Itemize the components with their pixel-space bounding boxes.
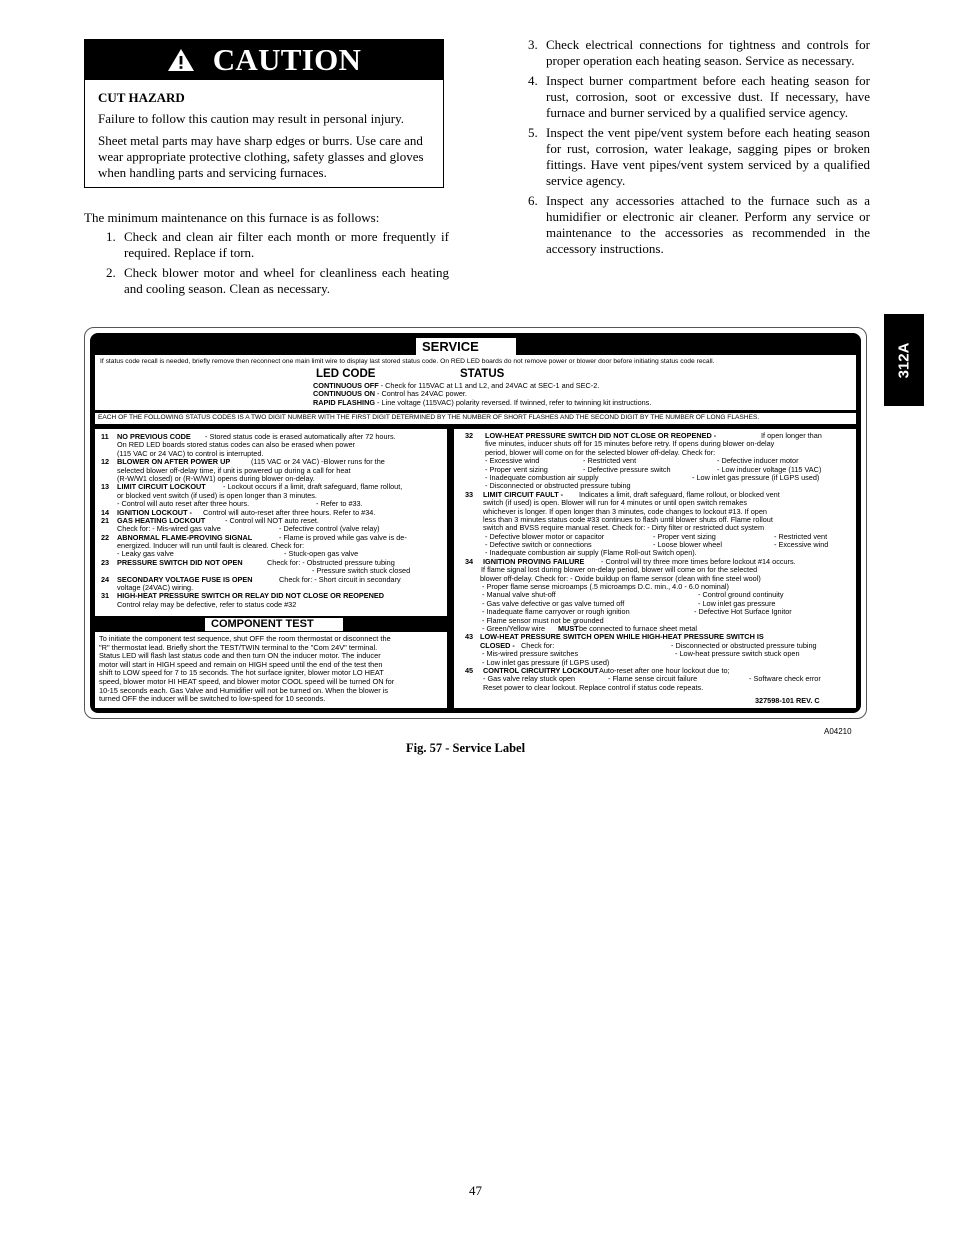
code-text: 33 <box>465 489 474 499</box>
list-number: 3. <box>528 37 538 52</box>
code-text: 45 <box>465 665 474 675</box>
label-part-number: 327598-101 REV. C <box>755 696 820 705</box>
code-text: 12 <box>101 457 110 467</box>
code-text: - Control will NOT auto reset. <box>225 515 319 525</box>
code-text: On RED LED boards stored status codes can also be erased when power <box>117 440 356 450</box>
component-test-line: "R" thermostat lead. Briefly short the TEST/TWIN terminal to the "Com 24V" terminal. <box>99 642 378 652</box>
caution-body <box>85 80 443 181</box>
code-text: Indicates a limit, draft safeguard, flame rollout, or blocked vent <box>579 489 780 499</box>
component-test-line: 10-15 seconds each. Gas Valve and Humidifier will not be turned on. When the blower is <box>99 685 389 695</box>
code-text: - Flame sense circuit failure <box>608 674 698 684</box>
code-text: NO PREVIOUS CODE <box>117 432 191 441</box>
code-text: - Leaky gas valve <box>117 549 174 559</box>
code-text: (115 VAC or 24 VAC) to control is interrupted. <box>117 448 264 458</box>
maintenance-intro: The minimum maintenance on this furnace is as follows: <box>84 210 380 225</box>
code-text: Auto-reset after one hour lockout due to; <box>599 665 730 675</box>
code-text: SECONDARY VOLTAGE FUSE IS OPEN <box>117 574 253 584</box>
code-text: switch (if used) is open. Blower will run for 4 minutes or until open switch remakes <box>483 498 748 508</box>
component-test-line: shift to LOW speed for 7 to 15 seconds. The hot surface igniter, blower motor LO HEAT <box>99 668 384 678</box>
list-item <box>528 193 870 257</box>
caution-title: CAUTION <box>212 42 362 77</box>
code-text: energized. Inducer will run until fault is cleared. Check for: <box>117 541 304 551</box>
code-text: IGNITION PROVING FAILURE <box>483 556 585 566</box>
code-text: - Low inlet gas pressure (if LGPS used) <box>692 472 820 482</box>
code-text: If flame signal lost during blower on-delay period, blower will come on for the selected <box>481 565 758 575</box>
code-text: - Defective inducer motor <box>717 456 799 466</box>
code-text: 43 <box>465 632 474 642</box>
code-text: 23 <box>101 557 110 567</box>
code-text: - Proper vent sizing <box>653 531 716 541</box>
code-text: - Gas valve relay stuck open <box>483 674 576 684</box>
code-text: HIGH-HEAT PRESSURE SWITCH OR RELAY DID NOT CLOSE OR REOPENED <box>117 591 385 601</box>
component-test-line: To initiate the component test sequence, shut OFF the room thermostat or disconnect the <box>99 634 391 643</box>
code-text: LOW-HEAT PRESSURE SWITCH OPEN WHILE HIGH-HEAT PRESSURE SWITCH IS <box>480 632 764 642</box>
code-text: Check for: - Short circuit in secondary <box>279 574 401 584</box>
code-text: period, blower will come on for the selected blower off-delay. Check for: <box>485 447 716 457</box>
code-text: - Excessive wind <box>485 456 540 466</box>
code-text: - Flame sensor must not be grounded <box>482 615 604 625</box>
maintenance-list-left <box>106 229 449 301</box>
code-text: - Low inlet gas pressure <box>698 598 776 608</box>
code-text: 31 <box>101 591 110 601</box>
code-text: - Mis-wired pressure switches <box>482 649 579 659</box>
code-text: whichever is longer. If open longer than 3 minutes, code changes to lockout #13. If open <box>483 506 767 516</box>
code-text: - Manual valve shut-off <box>482 590 556 600</box>
side-tab-label: 312A <box>895 342 913 378</box>
code-text: IGNITION LOCKOUT - <box>117 507 192 517</box>
code-format-note: EACH OF THE FOLLOWING STATUS CODES IS A TWO DIGIT NUMBER WITH THE FIRST DIGIT DETERMINED BY THE NUMBER OF SHORT FLASHES AND THE SECOND DIGIT BY THE NUMBER OF LONG FLASHES. <box>98 414 760 421</box>
code-text: 22 <box>101 532 110 542</box>
section-side-tab <box>884 314 924 406</box>
code-text: less than 3 minutes status code #33 continues to flash until blower shuts off. Flame rollout <box>483 514 773 524</box>
list-text: Inspect any accessories attached to the furnace such as a humidifier or electronic air cleaner. Perform any service or maintenance to the accessories as recommended in the accessory instructions. <box>546 193 870 256</box>
caution-paragraph-2: Sheet metal parts may have sharp edges or burrs. Use care and wear appropriate protective clothing, safety glasses and gloves when handling parts and servicing furnaces. <box>98 133 424 180</box>
warning-triangle-icon <box>167 48 195 72</box>
list-text: Inspect burner compartment before each heating season for rust, corrosion, soot or excessive dust. If necessary, have furnace and burner serviced by a qualified service agency. <box>546 73 870 120</box>
code-text: - Refer to #33. <box>316 499 363 509</box>
code-text: - Pressure switch stuck closed <box>312 566 411 576</box>
code-text: - Restricted vent <box>583 456 637 466</box>
code-text: - Proper flame sense microamps (.5 microamps D.C. min., 4.0 - 6.0 nominal) <box>482 582 729 592</box>
code-text: Control will auto-reset after three hours. Refer to #34. <box>203 507 376 517</box>
code-text: GAS HEATING LOCKOUT <box>117 515 206 525</box>
component-test-line: motor will start in HIGH speed and remain on HIGH speed until the end of the test then <box>99 659 383 669</box>
code-text: - Disconnected or obstructed pressure tubing <box>671 640 817 650</box>
code-text: BLOWER ON AFTER POWER UP <box>117 457 231 467</box>
code-text: - Gas valve defective or gas valve turned off <box>482 598 625 608</box>
list-text: Inspect the vent pipe/vent system before each heating season for rust, corrosion, water leakage, sagging pipes or broken fittings. Have vent pipes/vent system serviced by a qualified service agency. <box>546 125 870 188</box>
list-text: Check blower motor and wheel for cleanliness each heating and cooling season. Clean as necessary. <box>124 265 449 296</box>
component-test-text <box>99 635 394 704</box>
code-text: - Inadequate combustion air supply (Flame Roll-out Switch open). <box>485 548 697 558</box>
code-text: LOW-HEAT PRESSURE SWITCH DID NOT CLOSE OR REOPENED - <box>485 431 717 440</box>
code-text: (115 VAC or 24 VAC) -Blower runs for the <box>251 457 385 467</box>
recall-note: If status code recall is needed, briefly remove then reconnect one main limit wire to display last stored status code. On RED LED boards do not remove power or blower door before initiating status code recall. <box>100 358 715 365</box>
code-text: blower off-delay. Check for: - Oxide buildup on flame sensor (clean with fine steel wool) <box>480 573 761 583</box>
list-text: Check and clean air filter each month or more frequently if required. Replace if torn. <box>124 229 449 260</box>
status-lines <box>313 382 651 407</box>
code-text: Check for: - Obstructed pressure tubing <box>267 557 395 567</box>
code-text: CONTROL CIRCUITRY LOCKOUT <box>483 665 599 675</box>
code-text: Check for: <box>521 640 555 650</box>
list-item <box>528 37 870 69</box>
code-text: - Defective pressure switch <box>583 464 671 474</box>
code-text: - Defective control (valve relay) <box>279 524 380 534</box>
code-text: - Loose blower wheel <box>653 540 722 550</box>
list-item <box>528 125 870 189</box>
code-text: Reset power to clear lockout. Replace control if status code repeats. <box>483 682 704 692</box>
hazard-heading: CUT HAZARD <box>98 90 185 105</box>
list-number: 4. <box>528 73 538 88</box>
code-text: - Stuck-open gas valve <box>284 549 359 559</box>
list-text: Check electrical connections for tightness and controls for proper operation each heating season. Service as necessary. <box>546 37 870 68</box>
code-text: - Control will auto reset after three hours. <box>117 499 250 509</box>
code-text: Control relay may be defective, refer to status code #32 <box>117 599 297 609</box>
list-item <box>528 73 870 121</box>
code-text: 13 <box>101 482 110 492</box>
code-text: 34 <box>465 556 474 566</box>
code-text: switch and BVSS require manual reset. Check for: - Dirty filter or restricted duct system <box>483 523 765 533</box>
code-text: - Low inducer voltage (115 VAC) <box>717 464 822 474</box>
code-text: LIMIT CIRCUIT FAULT - <box>483 489 564 499</box>
code-text: - Excessive wind <box>774 540 829 550</box>
code-text: ABNORMAL FLAME-PROVING SIGNAL <box>117 532 253 542</box>
code-text: - Lockout occurs if a limit, draft safeguard, flame rollout, <box>223 482 403 492</box>
code-text: - Low inlet gas pressure (if LGPS used) <box>482 657 610 667</box>
code-text: - Defective Hot Surface Ignitor <box>694 607 792 617</box>
code-text: 14 <box>101 507 110 517</box>
component-test-line: Status LED will flash last status code and then turn ON the inducer motor. The inducer <box>99 651 381 661</box>
status-line: CONTINUOUS ON - Control has 24VAC power. <box>313 389 467 399</box>
caution-header <box>85 40 443 80</box>
led-code-heading: LED CODE <box>316 368 376 380</box>
list-number: 6. <box>528 193 538 208</box>
code-text: - Stored status code is erased automatically after 72 hours. <box>205 432 396 441</box>
code-text: - Control ground continuity <box>698 590 784 600</box>
status-line: RAPID FLASHING - Line voltage (115VAC) polarity reversed. If twinned, refer to twinning kit instructions. <box>313 397 652 407</box>
list-item <box>106 229 449 261</box>
code-text: 21 <box>101 515 110 525</box>
code-text: be connected to furnace sheet metal <box>579 623 698 633</box>
caution-paragraph-1: Failure to follow this caution may result in personal injury. <box>98 111 405 126</box>
list-item <box>106 265 449 297</box>
code-text: - Defective switch or connections <box>485 540 592 550</box>
code-text: - Disconnected or obstructed pressure tubing <box>485 481 631 491</box>
code-text: selected blower off-delay time, if unit is powered up during a call for heat <box>117 465 351 475</box>
caution-box <box>84 39 444 188</box>
code-text: 32 <box>465 431 474 440</box>
code-text: 24 <box>101 574 110 584</box>
code-text: five minutes, inducer shuts off for 15 minutes before retry. If opens during blower on-delay <box>485 439 775 449</box>
maintenance-list-right <box>528 37 870 261</box>
status-heading: STATUS <box>460 368 505 380</box>
code-text: - Proper vent sizing <box>485 464 548 474</box>
code-text: or blocked vent switch (if used) is open longer than 3 minutes. <box>117 490 317 500</box>
code-text: 11 <box>101 432 109 441</box>
list-number: 2. <box>106 265 116 280</box>
list-number: 5. <box>528 125 538 140</box>
code-text: - Green/Yellow wire <box>482 623 545 633</box>
status-line: CONTINUOUS OFF - Check for 115VAC at L1 and L2, and 24VAC at SEC-1 and SEC-2. <box>313 381 600 390</box>
page-number: 47 <box>469 1183 482 1198</box>
service-title: SERVICE <box>416 338 516 356</box>
component-test-title: COMPONENT TEST <box>205 618 343 631</box>
code-text: Check for: - Mis-wired gas valve <box>117 524 221 534</box>
code-text: PRESSURE SWITCH DID NOT OPEN <box>117 557 243 567</box>
code-text: - Flame is proved while gas valve is de- <box>279 532 407 542</box>
code-text: - Low-heat pressure switch stuck open <box>675 649 800 659</box>
code-text: voltage (24VAC) wiring. <box>117 583 194 593</box>
code-text: - Software check error <box>749 674 821 684</box>
figure-caption: Fig. 57 - Service Label <box>406 741 526 755</box>
code-text: LIMIT CIRCUIT LOCKOUT <box>117 482 206 492</box>
code-text: If open longer than <box>761 431 822 440</box>
code-text: MUST <box>558 623 579 633</box>
code-text: - Inadequate combustion air supply <box>485 472 599 482</box>
code-text: - Inadequate flame carryover or rough ignition <box>482 607 630 617</box>
code-text: CLOSED - <box>480 640 515 650</box>
code-text: - Defective blower motor or capacitor <box>485 531 605 541</box>
list-number: 1. <box>106 229 116 244</box>
code-text: (R-W/W1 closed) or (R-W/W1) opens during blower on-delay. <box>117 473 315 483</box>
figure-code: A04210 <box>824 727 852 736</box>
code-text: - Restricted vent <box>774 531 828 541</box>
component-test-line: speed, blower motor HI HEAT speed, and blower motor COOL speed will be turned ON for <box>99 676 395 686</box>
code-text: - Control will try three more times before lockout #14 occurs. <box>601 556 796 566</box>
component-test-line: turned OFF the inducer will be switched to low-speed for 10 seconds. <box>99 694 326 704</box>
